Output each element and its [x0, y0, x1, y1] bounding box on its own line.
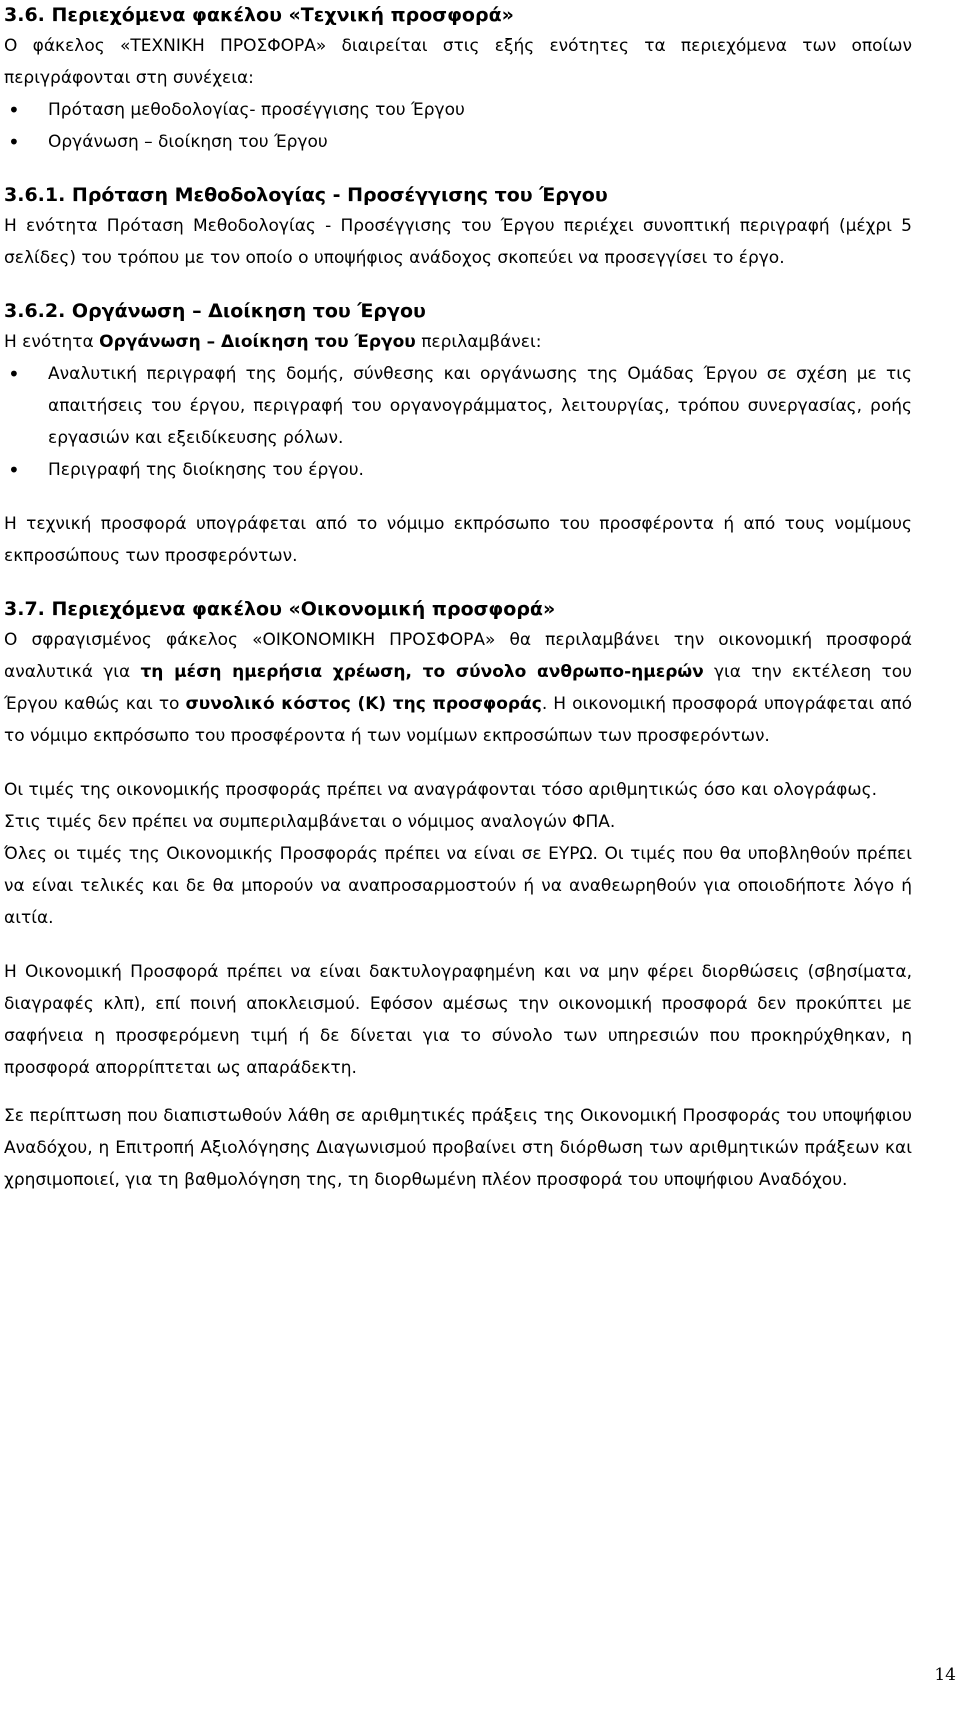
list-item: • Περιγραφή της διοίκησης του έργου. — [4, 454, 912, 486]
list-item: • Οργάνωση – διοίκηση του Έργου — [4, 126, 912, 158]
section-3-6-1-heading: 3.6.1. Πρόταση Μεθοδολογίας - Προσέγγισης του Έργου — [4, 184, 608, 206]
section-3-7-heading: 3.7. Περιεχόμενα φακέλου «Οικονομική προσφορά» — [4, 598, 556, 620]
section-3-6-list — [4, 94, 912, 158]
section-3-7-p2: Οι τιμές της οικονομικής προσφοράς πρέπει να αναγράφονται τόσο αριθμητικώς όσο και ολογράφως. — [4, 780, 877, 800]
p1-text: . Η οικονομική προσφορά υπογράφεται από το νόμιμο εκπρόσωπο του προσφέροντα ή των νομίμων εκπροσώπων των προσφερόντων. — [4, 694, 912, 746]
p1-bold: τη μέση ημερήσια χρέωση, το σύνολο ανθρωπο-ημερών — [140, 662, 704, 682]
p1-bold: συνολικό κόστος (Κ) της προσφοράς — [185, 694, 542, 714]
section-3-6-2-lead — [4, 326, 912, 358]
section-3-6-heading: 3.6. Περιεχόμενα φακέλου «Τεχνική προσφορά» — [4, 4, 514, 26]
p1-text: Ο σφραγισμένος φάκελος «ΟΙΚΟΝΟΜΙΚΗ ΠΡΟΣΦΟΡΑ» θα περιλαμβάνει την οικονομική προσφορά αναλυτικά για — [4, 630, 912, 682]
section-3-7-p4: Όλες οι τιμές της Οικονομικής Προσφοράς πρέπει να είναι σε ΕΥΡΩ. Οι τιμές που θα υποβληθούν πρέπει να είναι τελικές και δε θα μπορούν να αναπροσαρμοστούν ή να αναθεωρηθούν για οποιοδήποτε λόγο ή αιτία. — [4, 844, 912, 928]
list-item: • Αναλυτική περιγραφή της δομής, σύνθεσης και οργάνωσης της Ομάδας Έργου σε σχέση με τις απαιτήσεις του έργου, περιγραφή του οργανογράμματος, λειτουργίας, τρόπου συνεργασίας, ροής εργασιών και εξειδίκευσης ρόλων. — [4, 358, 912, 454]
section-3-7-p6: Σε περίπτωση που διαπιστωθούν λάθη σε αριθμητικές πράξεις της Οικονομική Προσφοράς του υποψήφιου Αναδόχου, η Επιτροπή Αξιολόγησης Διαγωνισμού προβαίνει στη διόρθωση των αριθμητικών πράξεων και χρησιμοποιεί, για τη βαθμολόγηση της, τη διορθωμένη πλέον προσφορά του υποψήφιου Αναδόχου. — [4, 1106, 912, 1190]
section-3-7-p3: Στις τιμές δεν πρέπει να συμπεριλαμβάνεται ο νόμιμος αναλογών ΦΠΑ. — [4, 812, 616, 832]
lead-bold: Οργάνωση – Διοίκηση του Έργου — [99, 332, 416, 352]
lead-text: περιλαμβάνει: — [415, 332, 542, 352]
signature-paragraph: Η τεχνική προσφορά υπογράφεται από το νόμιμο εκπρόσωπο του προσφέροντα ή από τους νομίμους εκπροσώπους των προσφερόντων. — [4, 514, 912, 566]
section-3-7-p1 — [4, 624, 912, 752]
list-item: • Πρόταση μεθοδολογίας- προσέγγισης του Έργου — [4, 94, 912, 126]
lead-text: Η ενότητα — [4, 332, 100, 352]
page-number: 14 — [934, 1665, 956, 1685]
p1-text: για την εκτέλεση του Έργου καθώς και το — [4, 662, 912, 714]
section-3-6-intro: Ο φάκελος «ΤΕΧΝΙΚΗ ΠΡΟΣΦΟΡΑ» διαιρείται στις εξής ενότητες τα περιεχόμενα των οποίων περιγράφονται στη συνέχεια: — [4, 36, 912, 88]
section-3-6-2-heading: 3.6.2. Οργάνωση – Διοίκηση του Έργου — [4, 300, 426, 322]
section-3-6-1-body: Η ενότητα Πρόταση Μεθοδολογίας - Προσέγγισης του Έργου περιέχει συνοπτική περιγραφή (μέχρι 5 σελίδες) του τρόπου με τον οποίο ο υποψήφιος ανάδοχος σκοπεύει να προσεγγίσει το έργο. — [4, 216, 912, 268]
section-3-6-2-list — [4, 358, 912, 486]
section-3-7-p5: Η Οικονομική Προσφορά πρέπει να είναι δακτυλογραφημένη και να μην φέρει διορθώσεις (σβησίματα, διαγραφές κλπ), επί ποινή αποκλεισμού. Εφόσον αμέσως την οικονομική προσφορά δεν προκύπτει με σαφήνεια η προσφερόμενη τιμή ή δε δίνεται για το σύνολο των υπηρεσιών που προκηρύχθηκαν, η προσφορά απορρίπτεται ως απαράδεκτη. — [4, 962, 912, 1078]
